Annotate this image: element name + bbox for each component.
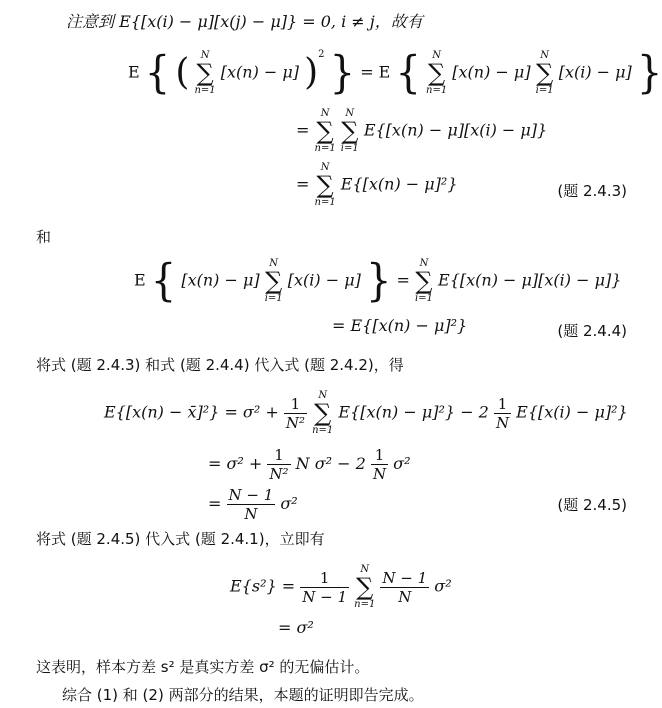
sum-operator: N ∑ n=1 (314, 108, 336, 154)
fraction: $\frac{N - 1}{N}$ (382, 568, 428, 606)
sum-operator: N ∑ n=1 (194, 50, 216, 96)
equation-block-2-4-3 (0, 47, 662, 218)
substitution-line-2: 将式 (题 2.4.5) 代入式 (题 2.4.1)，立即有 (36, 530, 325, 548)
left-brace: { (150, 255, 177, 307)
right-paren: ) (304, 52, 319, 93)
equation-label-2-4-5: (题 2.4.5) (557, 496, 627, 514)
sum-operator: N ∑ n=1 (314, 162, 336, 208)
eq3-r1-tail-b: E{[x(i) − μ]²} (516, 402, 628, 422)
sum-operator: N ∑ i=1 (340, 108, 359, 154)
right-brace: } (365, 255, 392, 307)
equation-label-2-4-4: (题 2.4.4) (557, 322, 627, 340)
eq1-row2: = N ∑ n=1 N ∑ i=1 E{[x(n) − μ][x(i) − μ]} (296, 108, 548, 154)
eq1-row1: E { ( N ∑ n=1 [x(n) − μ] )$^2$ } = E { N ∑ n=1 [x(n) − μ] N ∑ i=1 [x(i) − μ] } (128, 47, 662, 99)
eq2-rhs-r2: = E{[x(n) − μ]²} (332, 316, 468, 335)
eq2-lhs-c: [x(i) − μ] (287, 270, 361, 290)
sum-operator: N ∑ n=1 (426, 50, 448, 96)
equation-block-2-4-4 (0, 256, 645, 342)
eq2-lhs-e: E (134, 270, 146, 290)
eq3-lhs: E{[x(n) − x̄]²} = σ² + (104, 402, 279, 422)
eq3-r2-c: σ² (393, 454, 411, 473)
eq3-r2-b: N σ² − 2 (295, 454, 366, 473)
eq2-rhs-r1: E{[x(n) − μ][x(i) − μ]} (438, 270, 622, 290)
eq4-r2: = σ² (278, 618, 314, 637)
intro-text: 注意到 E{[x(i) − μ][x(j) − μ]} = 0, i ≠ j，故有 (66, 12, 423, 31)
fraction: $\frac{N - 1}{N}$ (228, 486, 274, 523)
eq4-lhs: E{s²} = (230, 576, 296, 596)
fraction: $\frac{1}{N - 1}$ (302, 568, 348, 606)
left-brace: { (144, 47, 171, 99)
fraction: $\frac{1}{N}$ (495, 394, 510, 432)
eq3-row1 (104, 390, 628, 436)
final-line: 综合 (1) 和 (2) 两部分的结果，本题的证明即告完成。 (62, 686, 424, 704)
eq2-row2 (332, 318, 467, 334)
equation-label-2-4-3: (题 2.4.3) (557, 182, 627, 200)
eq1-lhs-inner: [x(n) − μ] (220, 62, 300, 82)
fraction: $\frac{1}{N}$ (372, 446, 387, 483)
equation-block-final (0, 560, 645, 652)
eq3-r3-tail: σ² (280, 494, 298, 513)
eq1-lhs-sup: 2 (318, 49, 325, 61)
sum-operator: N ∑ i=1 (414, 258, 433, 304)
fraction: $\frac{1}{\text{N²}}$ (269, 446, 289, 483)
conclusion-line: 这表明，样本方差 s² 是真实方差 σ² 的无偏估计。 (36, 658, 370, 676)
sum-operator: N ∑ n=1 (312, 390, 334, 436)
eq1-rhs-r2: E{[x(n) − μ][x(i) − μ]} (363, 120, 548, 140)
eq3-row2 (208, 446, 411, 483)
eq3-row3: = $\frac{N - 1}{N}$ σ² (208, 486, 298, 523)
eq1-row3: = N ∑ n=1 E{[x(n) − μ]²} (296, 162, 458, 208)
right-brace: } (329, 47, 356, 99)
eq4-row2 (278, 620, 314, 636)
eq4-tail: σ² (434, 576, 452, 596)
eq3-r1-tail-a: E{[x(n) − μ]²} − 2 (338, 402, 489, 422)
eq3-r2-a: = σ² + (208, 454, 263, 473)
fraction: $\frac{1}{\text{N²}}$ (285, 394, 305, 432)
sum-operator: N ∑ n=1 (354, 564, 376, 610)
eq2-lhs-b: [x(n) − μ] (181, 270, 260, 290)
sum-operator: N ∑ i=1 (535, 50, 554, 96)
eq2-row1: E { [x(n) − μ] N ∑ i=1 [x(i) − μ] } = N ∑ i=1 E{[x(n) − μ][x(i) − μ]} (134, 255, 622, 307)
and-word: 和 (36, 228, 52, 246)
eq1-rhs-r1-a: [x(n) − μ] (452, 62, 531, 82)
eq1-rhs-r3: E{[x(n) − μ]²} (340, 174, 458, 194)
equation-block-2-4-5 (0, 386, 645, 522)
left-paren: ( (175, 52, 190, 93)
right-brace: } (636, 47, 662, 99)
sum-operator: N ∑ i=1 (264, 258, 283, 304)
intro-line (66, 14, 423, 30)
eq4-row1 (230, 564, 452, 610)
eq1-lhs-e: E (128, 62, 140, 82)
left-brace: { (395, 47, 421, 99)
eq1-rhs-r1-b: [x(i) − μ] (558, 62, 632, 82)
substitution-line: 将式 (题 2.4.3) 和式 (题 2.4.4) 代入式 (题 2.4.2)，得 (36, 356, 404, 374)
